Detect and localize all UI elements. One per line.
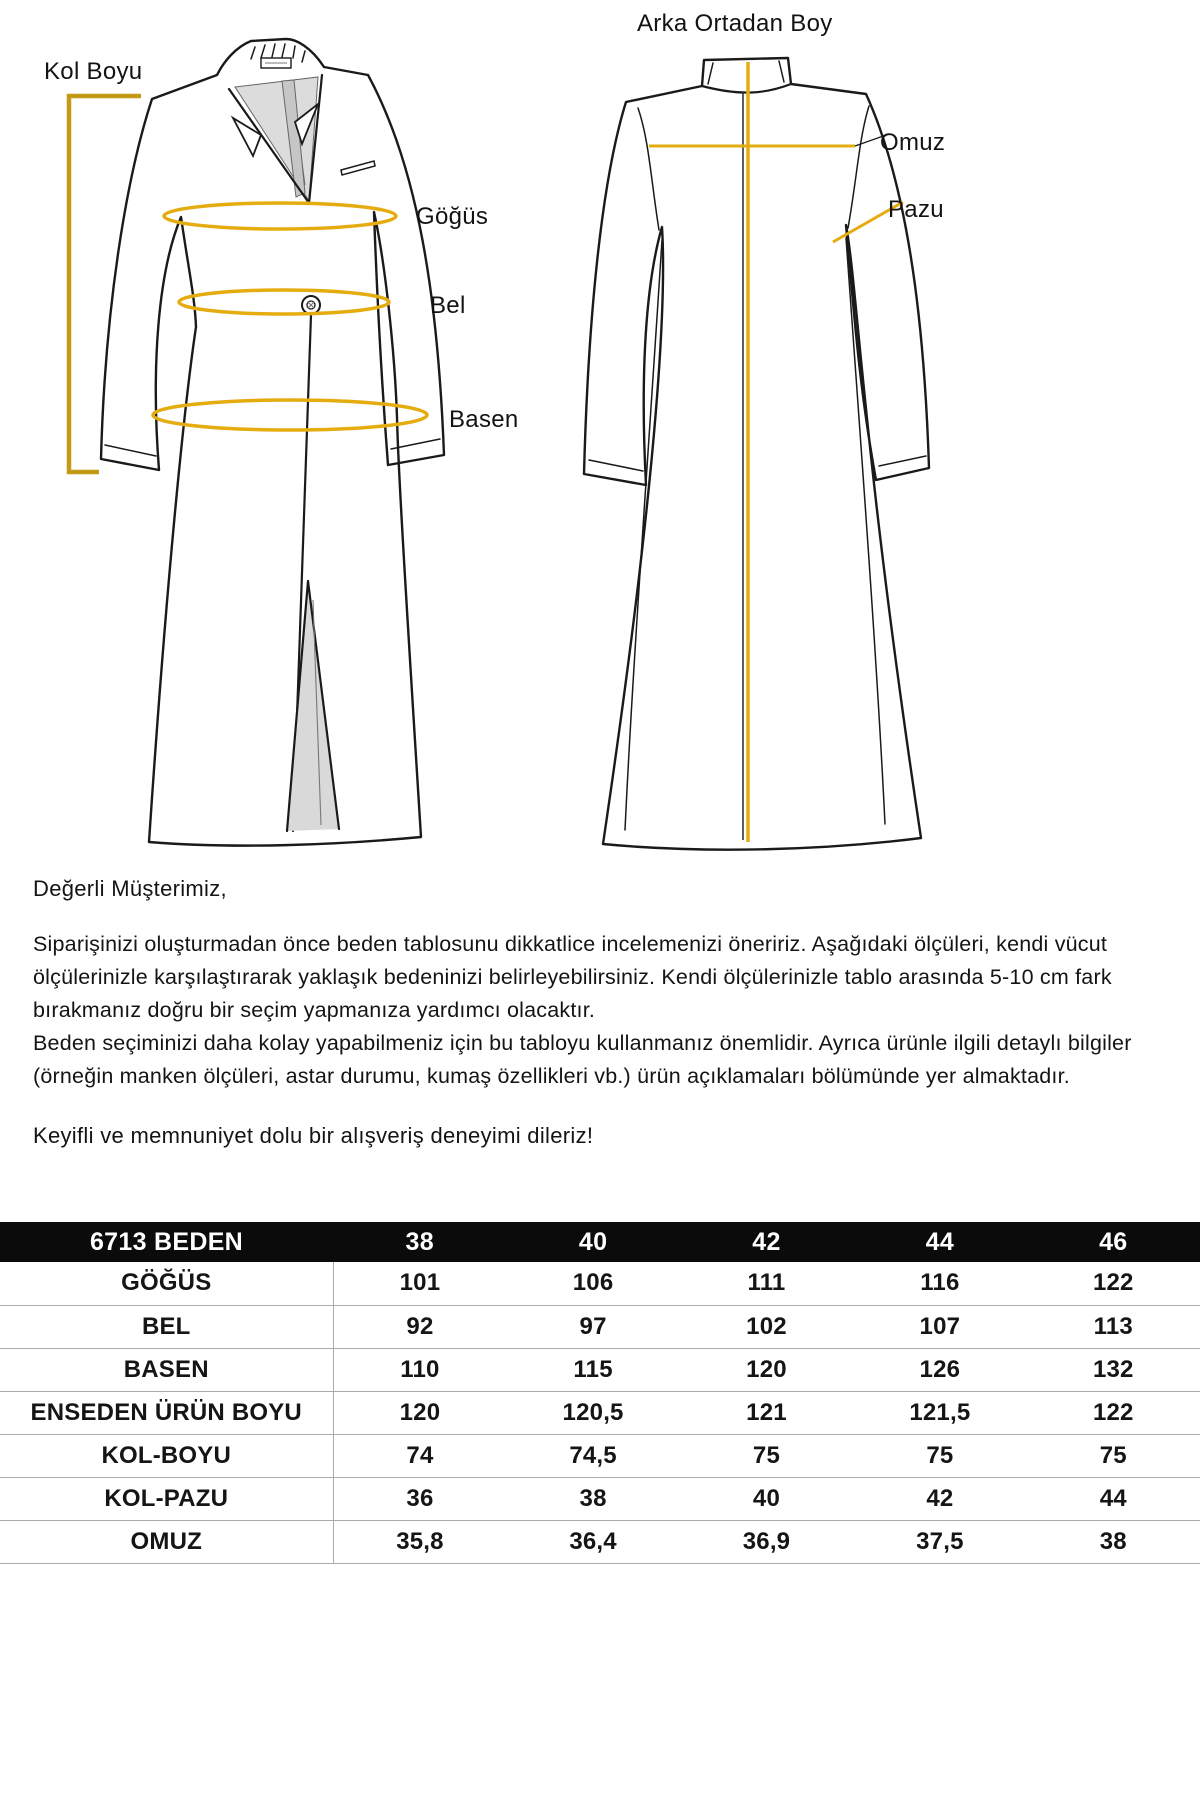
size-value: 75	[853, 1434, 1026, 1477]
size-guide-paragraph-1: Siparişinizi oluşturmadan önce beden tablosunu dikkatlice incelemenizi öneririz. Aşağıdaki ölçüleri, kendi vücut ölçülerinizle karşılaştırarak yaklaşık bedeninizi belirleyebilirsiniz. Kendi ölçülerinizle tablo arasında 5-10 cm fark bırakmanız doğru bir seçim yapmanıza yardımcı olacaktır.	[33, 932, 1112, 1022]
table-row-omuz	[0, 1520, 1200, 1563]
table-row-kol-pazu	[0, 1477, 1200, 1520]
label-gogus: Göğüs	[416, 203, 489, 230]
info-text	[33, 876, 1185, 1149]
size-value: 36	[333, 1477, 506, 1520]
size-value: 121	[680, 1391, 853, 1434]
coat-back-diagram	[545, 30, 935, 870]
size-value: 120,5	[506, 1391, 679, 1434]
size-value: 113	[1027, 1305, 1200, 1348]
size-value: 40	[680, 1477, 853, 1520]
size-value: 35,8	[333, 1520, 506, 1563]
table-row-gogus	[0, 1262, 1200, 1305]
size-col-header: 38	[333, 1222, 506, 1262]
measure-label: KOL-PAZU	[0, 1477, 333, 1520]
measure-label: OMUZ	[0, 1520, 333, 1563]
size-value: 36,9	[680, 1520, 853, 1563]
size-table	[0, 1222, 1200, 1564]
label-kol-boyu: Kol Boyu	[44, 58, 143, 85]
customer-greeting: Değerli Müşterimiz,	[33, 876, 227, 901]
size-value: 74	[333, 1434, 506, 1477]
size-value: 120	[333, 1391, 506, 1434]
size-value: 111	[680, 1262, 853, 1305]
label-bel: Bel	[430, 292, 466, 319]
table-row-basen	[0, 1348, 1200, 1391]
size-value: 101	[333, 1262, 506, 1305]
closing-message: Keyifli ve memnuniyet dolu bir alışveriş deneyimi dileriz!	[33, 1123, 594, 1148]
size-value: 122	[1027, 1262, 1200, 1305]
label-basen: Basen	[449, 406, 519, 433]
size-col-header: 42	[680, 1222, 853, 1262]
size-value: 116	[853, 1262, 1026, 1305]
size-value: 106	[506, 1262, 679, 1305]
label-omuz: Omuz	[880, 129, 946, 156]
size-value: 92	[333, 1305, 506, 1348]
size-value: 37,5	[853, 1520, 1026, 1563]
size-value: 75	[680, 1434, 853, 1477]
size-guide-paragraph-2: Beden seçiminizi daha kolay yapabilmeniz için bu tabloyu kullanmanız önemlidir. Ayrıca ürünle ilgili detaylı bilgiler (örneğin manken ölçüleri, astar durumu, kumaş özellikleri vb.) ürün açıklamaları bölümünde yer almaktadır.	[33, 1031, 1132, 1088]
measure-label: ENSEDEN ÜRÜN BOYU	[0, 1391, 333, 1434]
measure-label: BEL	[0, 1305, 333, 1348]
size-value: 110	[333, 1348, 506, 1391]
size-value: 75	[1027, 1434, 1200, 1477]
size-value: 102	[680, 1305, 853, 1348]
size-value: 107	[853, 1305, 1026, 1348]
size-value: 36,4	[506, 1520, 679, 1563]
size-value: 121,5	[853, 1391, 1026, 1434]
label-arka-ortadan-boy: Arka Ortadan Boy	[637, 10, 833, 37]
table-row-bel	[0, 1305, 1200, 1348]
size-col-header: 46	[1027, 1222, 1200, 1262]
size-value: 120	[680, 1348, 853, 1391]
size-value: 115	[506, 1348, 679, 1391]
size-value: 126	[853, 1348, 1026, 1391]
size-value: 44	[1027, 1477, 1200, 1520]
measure-label: BASEN	[0, 1348, 333, 1391]
coat-front-diagram	[55, 25, 465, 865]
size-col-header: 40	[506, 1222, 679, 1262]
size-value: 42	[853, 1477, 1026, 1520]
size-value: 132	[1027, 1348, 1200, 1391]
size-value: 38	[1027, 1520, 1200, 1563]
label-pazu: Pazu	[888, 196, 944, 223]
size-value: 74,5	[506, 1434, 679, 1477]
size-value: 97	[506, 1305, 679, 1348]
measure-label: KOL-BOYU	[0, 1434, 333, 1477]
size-table-header-row	[0, 1222, 1200, 1262]
size-value: 38	[506, 1477, 679, 1520]
size-table-title: 6713 BEDEN	[0, 1222, 333, 1262]
size-col-header: 44	[853, 1222, 1026, 1262]
size-value: 122	[1027, 1391, 1200, 1434]
table-row-enseden-urun-boyu	[0, 1391, 1200, 1434]
front-button	[302, 296, 320, 314]
table-row-kol-boyu	[0, 1434, 1200, 1477]
measure-label: GÖĞÜS	[0, 1262, 333, 1305]
